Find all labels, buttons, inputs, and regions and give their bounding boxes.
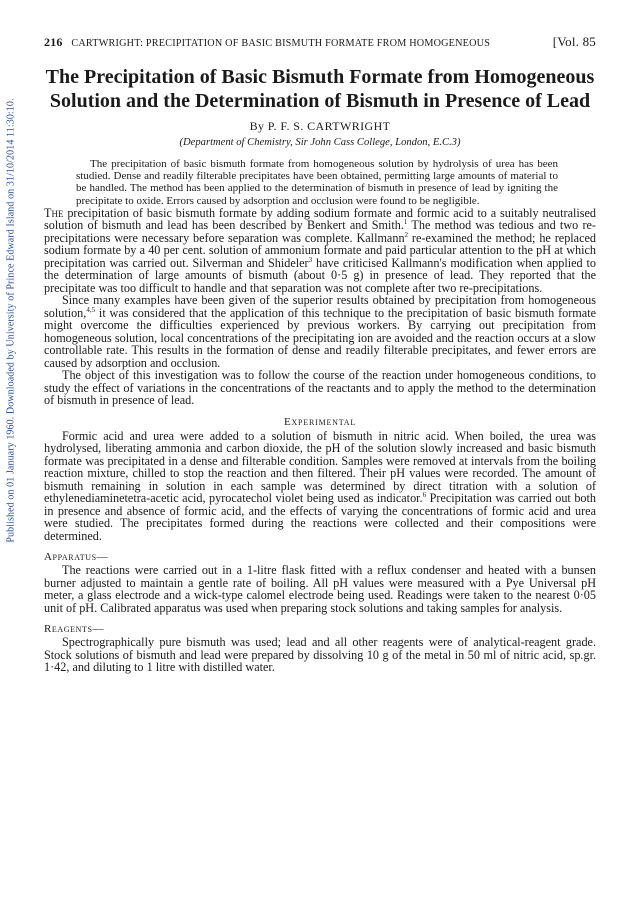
intro-p2-text-a: Since many examples have been given of the superior results obtained by precipitation from homogeneous solution, <box>44 293 596 320</box>
author-byline: By P. F. S. CARTWRIGHT <box>249 119 391 133</box>
experimental-text-b: Precipitation was carried out both in presence and absence of formic acid, and the effects of varying the concentrations of formic acid and urea were studied. The precipitates formed during the reactions were collected and their compositions were determined. <box>44 491 596 543</box>
intro-paragraph-2 <box>44 294 596 369</box>
ref-3: 3 <box>308 255 313 264</box>
intro-lead-word: The <box>44 205 64 220</box>
intro-p1-text-d: have criticised Kallmann's modification when applied to the determination of large amounts of bismuth (about 0·5 g) in presence of lead. They reported that the precipitate was too difficult to handle and that separation was not complete after two re-precipitations. <box>44 255 596 295</box>
download-watermark-text: Published on 01 January 1960. Downloaded by University of Prince Edward Island on 31/10/2014 11:30:10. <box>5 97 17 543</box>
article-page <box>44 34 596 674</box>
article-body <box>44 207 596 674</box>
author-affiliation: (Department of Chemistry, Sir John Cass College, London, E.C.3) <box>179 137 461 148</box>
ref-6: 6 <box>422 491 427 500</box>
subheading-reagents: Reagents— <box>44 623 105 636</box>
apparatus-paragraph: The reactions were carried out in a 1-litre flask fitted with a reflux condenser and heated with a bunsen burner adjusted to maintain a gentle rate of boiling. All pH values were measured with a Pye Universal pH meter, a glass electrode and a wick-type calomel electrode being used. Readings were taken to the nearest 0·05 unit of pH. Calibrated apparatus was used when preparing stock solutions and taking samples for analysis. <box>44 563 596 615</box>
article-title: The Precipitation of Basic Bismuth Formate from Homogeneous Solution and the Determination of Bismuth in Presence of Lead <box>45 66 595 112</box>
ref-4-5: 4,5 <box>86 305 96 314</box>
running-head <box>44 34 596 50</box>
ref-1: 1 <box>403 218 408 227</box>
section-heading-experimental: Experimental <box>283 415 357 428</box>
ref-2: 2 <box>404 230 409 239</box>
subheading-apparatus: Apparatus— <box>44 551 109 564</box>
reagents-paragraph: Spectrographically pure bismuth was used; lead and all other reagents were of analytical-reagent grade. Stock solutions of bismuth and lead were prepared by dissolving 10 g of the metal in 50 ml of nitric acid, sp.gr. 1·42, and diluting to 1 litre with distilled water. <box>44 635 596 675</box>
intro-p2-text-b: it was considered that the application of this technique to the precipitation of basic bismuth formate might overcome the difficulties experienced by previous workers. By carrying out precipitation from homogeneous solution, local concentrations of the precipitating ion are avoided and the reaction occurs at a slow controllable rate. This results in the formation of dense and readily filterable precipitates, and fewer errors are caused by adsorption and occlusion. <box>44 305 596 370</box>
intro-paragraph-3: The object of this investigation was to follow the course of the reaction under homogeneous conditions, to study the effect of variations in the concentrations of the reactants and to apply the method to the determination of bismuth in presence of lead. <box>44 368 596 408</box>
experimental-paragraph <box>44 430 596 543</box>
experimental-text-a: Formic acid and urea were added to a solution of bismuth in nitric acid. When boiled, the urea was hydrolysed, liberating ammonia and carbon dioxide, the pH of the solution slowly increased and basic bismuth formate was precipitated in a dense and filterable condition. Samples were removed at intervals from the boiling reaction mixture, chilled to stop the reaction and then filtered. Their pH values were recorded. The amount of bismuth remaining in solution in each sample was determined by direct titration with a solution of ethylenediaminetetra-acetic acid, pyrocatechol violet being used as indicator. <box>44 428 596 506</box>
intro-paragraph-1 <box>44 207 596 295</box>
intro-p1-text-c: re-examined the method; he replaced sodium formate by a 40 per cent. solution of ammonium formate and paid particular attention to the pH at which precipitation was carried out. Silverman and Shideler <box>44 230 596 270</box>
volume-label: [Vol. 85 <box>552 34 596 49</box>
running-head-left <box>44 35 490 50</box>
page-number: 216 <box>44 35 63 49</box>
intro-p1-text-b: The method was tedious and two re-precipitations were necessary before separation was complete. Kallmann <box>44 218 596 245</box>
intro-p1-text-a: precipitation of basic bismuth formate by adding sodium formate and formic acid to a suitably neutralised solution of bismuth and lead has been described by Benkert and Smith. <box>44 205 596 233</box>
download-watermark <box>2 60 20 580</box>
abstract: The precipitation of basic bismuth formate from homogeneous solution by hydrolysis of urea has been studied. Dense and readily filterable precipitates have been obtained, permitting large amounts of material to be handled. The method has been applied to the determination of bismuth in presence of lead by igniting the precipitate to oxide. Errors caused by adsorption and occlusion were found to be negligible. <box>76 158 558 207</box>
running-head-text: CARTWRIGHT: PRECIPITATION OF BASIC BISMUTH FORMATE FROM HOMOGENEOUS <box>71 38 491 49</box>
